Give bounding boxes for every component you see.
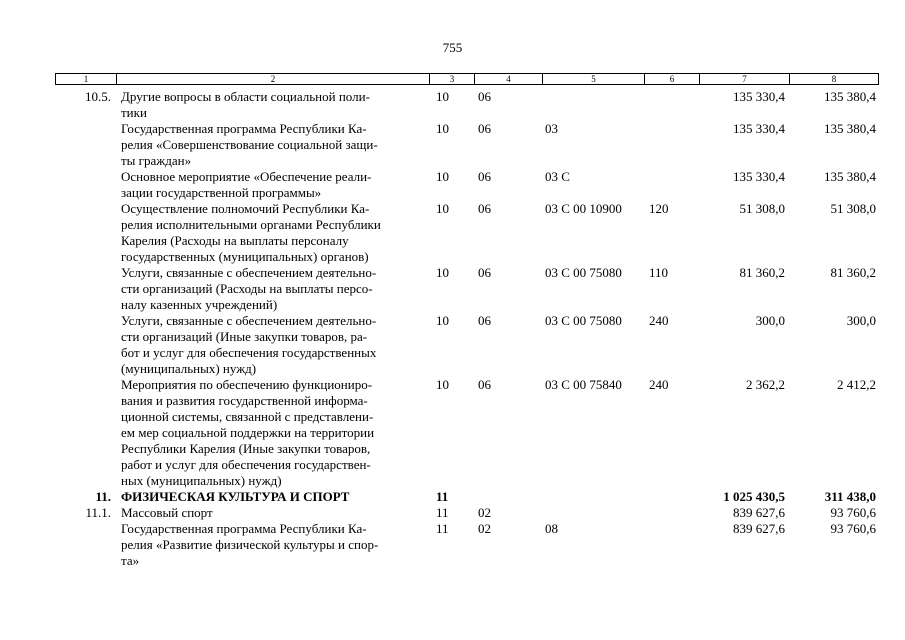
row-name-line: Осуществление полномочий Республики Ка- xyxy=(121,201,370,216)
header-col-4: 4 xyxy=(474,74,542,84)
row-sum-year-1: 81 360,2 xyxy=(739,265,785,280)
row-name-line: Услуги, связанные с обеспечением деятельно- xyxy=(121,265,377,280)
row-name-line: релия исполнительными органами Республики xyxy=(121,217,381,232)
row-subsection: 06 xyxy=(478,169,491,184)
row-name-line: Республики Карелия (Иные закупки товаров, xyxy=(121,441,371,456)
row-name-line: ты граждан» xyxy=(121,153,192,168)
header-col-6: 6 xyxy=(644,74,699,84)
row-expense-type xyxy=(643,89,698,121)
row-code xyxy=(55,313,115,377)
table-row xyxy=(55,201,879,265)
row-expense-type xyxy=(643,121,698,169)
row-target-article: 03 С 00 75080 xyxy=(545,265,622,280)
table-header xyxy=(55,73,879,85)
row-section: 10 xyxy=(436,313,449,328)
row-section: 11 xyxy=(436,505,449,520)
row-target-article: 03 С xyxy=(545,169,570,184)
row-code xyxy=(55,377,115,489)
row-sum-year-2: 51 308,0 xyxy=(830,201,876,216)
row-name xyxy=(115,121,428,169)
row-sum-year-1: 135 330,4 xyxy=(733,121,785,136)
row-target-article: 03 С 00 75840 xyxy=(545,377,622,392)
row-name-line: Массовый спорт xyxy=(121,505,213,520)
row-section: 11 xyxy=(436,521,449,536)
row-sum-year-2: 93 760,6 xyxy=(830,521,876,536)
row-expense-type: 240 xyxy=(649,377,669,392)
row-sum-year-1: 1 025 430,5 xyxy=(723,489,785,504)
table-row xyxy=(55,169,879,201)
row-name-line: государственных (муниципальных) органов) xyxy=(121,249,369,264)
row-name-line: ФИЗИЧЕСКАЯ КУЛЬТУРА И СПОРТ xyxy=(121,489,350,504)
row-subsection: 02 xyxy=(478,505,491,520)
row-target-article xyxy=(541,89,643,121)
row-code xyxy=(55,201,115,265)
row-section: 10 xyxy=(436,89,449,104)
row-name xyxy=(115,377,428,489)
row-expense-type xyxy=(643,489,698,505)
row-name-line: вания и развития государственной информа- xyxy=(121,393,368,408)
row-target-article: 03 С 00 10900 xyxy=(545,201,622,216)
row-sum-year-2: 81 360,2 xyxy=(830,265,876,280)
table-row xyxy=(55,121,879,169)
row-sum-year-2: 300,0 xyxy=(846,313,876,328)
row-subsection: 06 xyxy=(478,265,491,280)
row-subsection: 06 xyxy=(478,89,491,104)
row-expense-type: 120 xyxy=(649,201,669,216)
row-sum-year-2: 135 380,4 xyxy=(824,169,876,184)
row-name-line: ем мер социальной поддержки на территории xyxy=(121,425,375,440)
row-name xyxy=(115,201,428,265)
row-name-line: тики xyxy=(121,105,147,120)
header-col-7: 7 xyxy=(699,74,789,84)
row-name-line: релия «Развитие физической культуры и спор- xyxy=(121,537,379,552)
row-sum-year-1: 839 627,6 xyxy=(733,521,785,536)
row-name-line: Карелия (Расходы на выплаты персоналу xyxy=(121,233,349,248)
row-code: 11.1. xyxy=(85,505,111,520)
row-sum-year-1: 300,0 xyxy=(755,313,785,328)
row-name xyxy=(115,89,428,121)
row-sum-year-1: 2 362,2 xyxy=(746,377,785,392)
row-name-line: сти организаций (Расходы на выплаты персо- xyxy=(121,281,373,296)
header-col-2: 2 xyxy=(116,74,429,84)
row-sum-year-2: 311 438,0 xyxy=(824,489,876,504)
row-name-line: работ и услуг для обеспечения государствен- xyxy=(121,457,371,472)
row-expense-type xyxy=(643,505,698,521)
row-code xyxy=(55,521,115,569)
row-target-article: 03 С 00 75080 xyxy=(545,313,622,328)
row-target-article: 03 xyxy=(545,121,558,136)
row-section: 10 xyxy=(436,201,449,216)
row-name-line: релия «Совершенствование социальной защи- xyxy=(121,137,378,152)
row-name xyxy=(115,169,428,201)
row-subsection: 02 xyxy=(478,521,491,536)
row-name xyxy=(115,505,428,521)
table-row xyxy=(55,265,879,313)
row-subsection: 06 xyxy=(478,377,491,392)
table-row xyxy=(55,313,879,377)
row-name-line: Услуги, связанные с обеспечением деятельно- xyxy=(121,313,377,328)
page-number: 755 xyxy=(442,40,463,55)
table-row xyxy=(55,489,879,505)
row-section: 10 xyxy=(436,121,449,136)
row-subsection: 06 xyxy=(478,313,491,328)
header-col-5: 5 xyxy=(542,74,644,84)
row-sum-year-1: 839 627,6 xyxy=(733,505,785,520)
row-target-article xyxy=(541,489,643,505)
row-name-line: та» xyxy=(121,553,140,568)
row-expense-type: 240 xyxy=(649,313,669,328)
row-name xyxy=(115,489,428,505)
row-sum-year-1: 51 308,0 xyxy=(739,201,785,216)
row-code: 11. xyxy=(95,489,111,504)
row-section: 10 xyxy=(436,169,449,184)
row-section: 11 xyxy=(436,489,449,504)
row-name-line: ционной системы, связанной с представлени- xyxy=(121,409,374,424)
row-name-line: сти организаций (Иные закупки товаров, ра- xyxy=(121,329,368,344)
row-expense-type: 110 xyxy=(649,265,669,280)
row-subsection xyxy=(473,489,541,505)
header-col-3: 3 xyxy=(429,74,474,84)
row-name-line: Государственная программа Республики Ка- xyxy=(121,521,367,536)
row-name-line: Государственная программа Республики Ка- xyxy=(121,121,367,136)
row-target-article: 08 xyxy=(545,521,558,536)
row-sum-year-2: 93 760,6 xyxy=(830,505,876,520)
row-name-line: ных (муниципальных) нужд) xyxy=(121,473,282,488)
row-sum-year-2: 135 380,4 xyxy=(824,89,876,104)
row-code xyxy=(55,265,115,313)
row-section: 10 xyxy=(436,377,449,392)
row-name-line: Другие вопросы в области социальной поли- xyxy=(121,89,370,104)
row-sum-year-2: 135 380,4 xyxy=(824,121,876,136)
row-name-line: Основное мероприятие «Обеспечение реали- xyxy=(121,169,372,184)
row-code: 10.5. xyxy=(85,89,111,104)
row-sum-year-1: 135 330,4 xyxy=(733,89,785,104)
row-code xyxy=(55,121,115,169)
row-sum-year-2: 2 412,2 xyxy=(837,377,876,392)
row-name xyxy=(115,313,428,377)
table-row xyxy=(55,377,879,489)
row-name-line: налу казенных учреждений) xyxy=(121,297,278,312)
table-body xyxy=(55,89,879,569)
row-section: 10 xyxy=(436,265,449,280)
row-target-article xyxy=(541,505,643,521)
row-name xyxy=(115,265,428,313)
row-name-line: зации государственной программы» xyxy=(121,185,322,200)
row-name-line: (муниципальных) нужд) xyxy=(121,361,257,376)
table-row xyxy=(55,521,879,569)
header-col-1: 1 xyxy=(83,74,89,84)
row-code xyxy=(55,169,115,201)
table-row xyxy=(55,505,879,521)
header-col-8: 8 xyxy=(789,74,878,84)
table-row xyxy=(55,89,879,121)
row-expense-type xyxy=(643,521,698,569)
row-name-line: бот и услуг для обеспечения государственных xyxy=(121,345,377,360)
row-expense-type xyxy=(643,169,698,201)
row-subsection: 06 xyxy=(478,201,491,216)
row-subsection: 06 xyxy=(478,121,491,136)
row-name-line: Мероприятия по обеспечению функциониро- xyxy=(121,377,373,392)
row-name xyxy=(115,521,428,569)
row-sum-year-1: 135 330,4 xyxy=(733,169,785,184)
